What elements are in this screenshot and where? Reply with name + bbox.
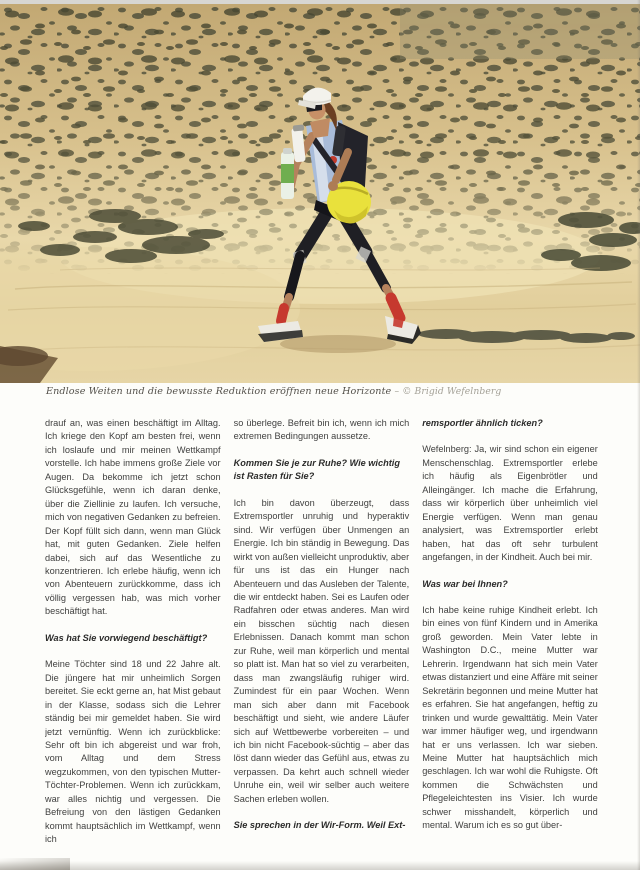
interview-question: remsportler ähnlich ticken? xyxy=(422,418,543,428)
scan-bottom-edge xyxy=(0,861,640,870)
article-column-2 xyxy=(234,417,410,870)
paragraph: Ich bin davon überzeugt, dass Extremsportler unruhig und hyperaktiv sind. Wir verfügen über Unmengen an Energie. Ich bin ständig in Bewegung. Das wirkt von außen vielleicht unproduktiv, aber für uns ist das ein Hunger nach Abenteuern und das Ausleben der Talente, die wir entdeckt haben. Sei es Laufen oder Radfahren oder etwas anderes. Man wird ein bisschen süchtig nach diesen Erlebnissen. Danach kommt man schon zur Ruhe, weil man körperlich und mental so platt ist. Man hat so viel zu verarbeiten, dass man zwangsläufig ruhiger wird. Zumindest für ein paar Wochen. Wenn man sich aber dann mit Facebook beschäftigt und sieht, wie andere Läufer sich auf Wettbewerbe vorbereiten – und ich bin nicht Facebook-süchtig – aber das löst dann wieder das Gefühl aus, etwas zu verpassen. Da kehrt auch schnell wieder Unruhe ein, weil wir selber auch weitere Sachen erleben wollen. xyxy=(233,497,410,804)
paragraph: Wefelnberg: Ja, wir sind schon ein eigener Menschenschlag. Extremsportler erlebe ich häufig als Eigenbrötler und Alleingänger. Ich mache die Erfahrung, dass wir körperlich über unheimlich viel Energie verfügen. Wenn man genau analysiert, was Extremsportler erlebt haben, hat das oft sehr turbulent angefangen, in der Kindheit. Auch bei mir. xyxy=(422,444,598,563)
interview-question: Was hat Sie vorwiegend beschäftigt? xyxy=(45,632,208,643)
photo-caption xyxy=(46,386,606,397)
paragraph: Meine Töchter sind 18 und 22 Jahre alt. Die jüngere hat mir unheimlich Sorgen bereitet. Sie eckt gerne an, hat Mist gebaut in der Klasse, sodass sich die Lehrer ständig bei mir gemeldet haben. Sie wird jetzt vernünftig. Wenn ich zurückblicke: Sehr oft bin ich abgereist und war froh, vom Alltag und dem Stress wegzukommen, von den typischen Mutter-Töchter-Problemen. Wenn ich zurückkam, war alles nichtig und vergessen. Die Befreiung von den lästigen Gedanken kommt hauptsächlich im Wettkampf, wenn ich xyxy=(45,659,221,845)
article-columns xyxy=(45,417,598,870)
scan-corner-shadow xyxy=(0,858,70,870)
caption-text: Endlose Weiten und die bewusste Reduktion eröffnen neue Horizonte xyxy=(46,386,392,397)
caption-credit: – © Brigid Wefelnberg xyxy=(394,386,502,397)
interview-question: Kommen Sie je zur Ruhe? Wie wichtig ist Rasten für Sie? xyxy=(233,457,400,482)
paragraph: drauf an, was einen beschäftigt im Alltag. Ich kriege den Kopf am besten frei, wenn ich loslaufe und mir meinen Wettkampf vorstelle. Ich habe immens große Ziele vor Augen. Da bekomme ich jetzt schon Glücksgefühle, wenn ich daran denke, über die Ziellinie zu laufen. Ich versuche, mich von negativen Gedanken zu befreien. Der Kopf füllt sich dann, wenn man Glück hat, mit guten Gedanken. Ziele helfen dabei, sich auf das Wesentliche zu konzentrieren. Ich erlebe häufig, wenn ich von Abenteuern zurückkomme, dass ich völlig vergessen hab, was mich vorher beschäftigt hat. xyxy=(45,418,221,617)
article-column-1 xyxy=(45,417,221,870)
interview-question: Was war bei Ihnen? xyxy=(422,578,508,589)
article-column-3 xyxy=(422,417,598,870)
desert-photo xyxy=(0,4,640,383)
paragraph: so überlege. Befreit bin ich, wenn ich mich extremen Bedingungen aussetze. xyxy=(233,418,410,442)
interview-question: Sie sprechen in der Wir-Form. Weil Ext- xyxy=(233,820,406,831)
paragraph: Ich habe keine ruhige Kindheit erlebt. Ich bin eines von fünf Kindern und in Amerika groß geworden. Mein Vater lebte in Washington D.C., meine Mutter war Lehrerin. Irgendwann hat sich mein Vater etwas distanziert und eine Affäre mit seiner Sekretärin begonnen und meine Mutter hat es erfahren. Sie hat angefangen, heftig zu trinken und wurde gewalttätig. Mein Vater war immer häufiger weg, und irgendwann hat er uns verlassen. Ich war sieben. Meine Mutter hat hauptsächlich mich geschlagen. Ich war wohl die Ruhigste. Oft kommen die Schwächsten und Pflegeleichtesten ins Visier. Ich wurde schwer misshandelt, körperlich und mental. Warum ich es so gut über- xyxy=(422,604,598,831)
